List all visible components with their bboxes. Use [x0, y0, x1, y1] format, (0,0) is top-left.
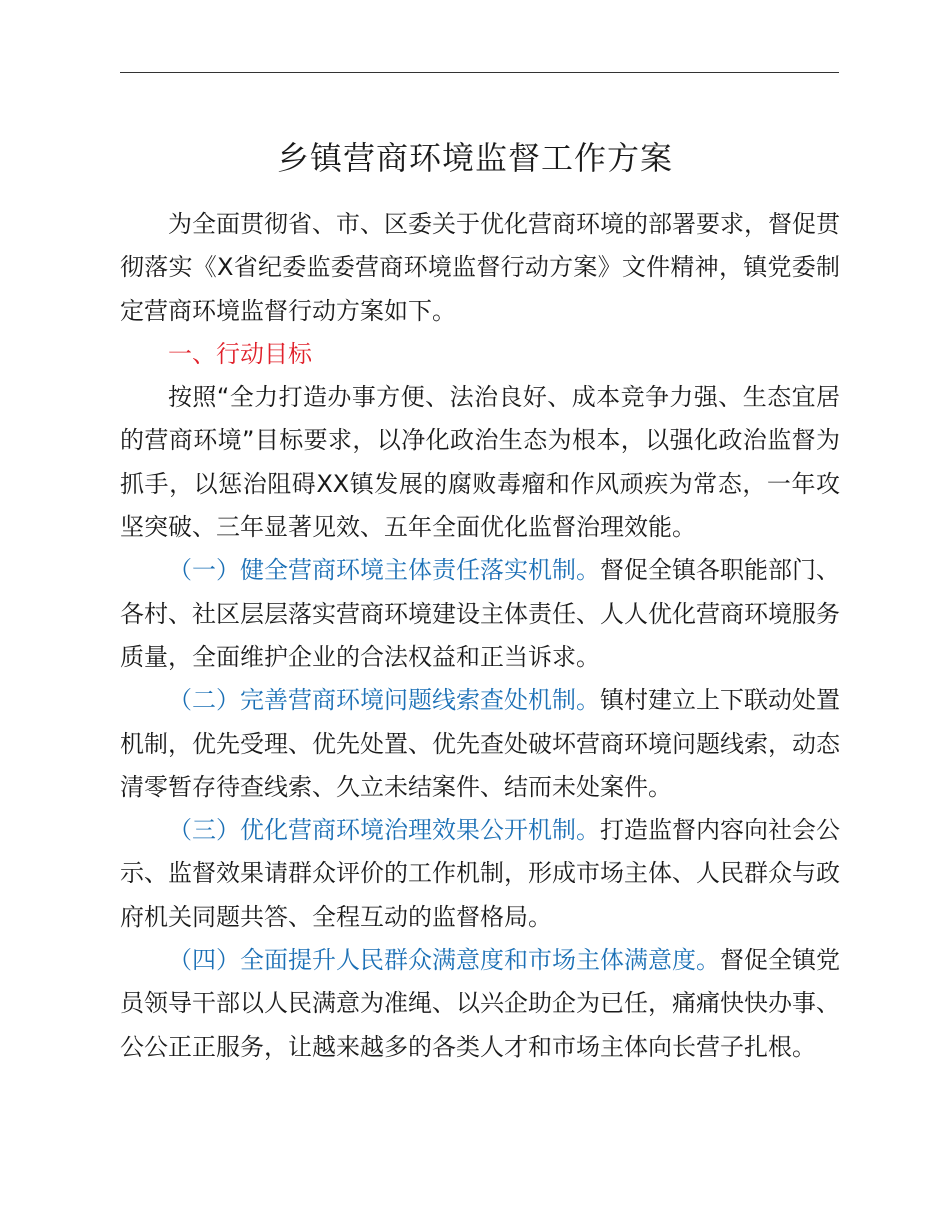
item-paragraph-2 [120, 679, 840, 809]
item-text-3: 打造监督内容向社会公示、监督效果请群众评价的工作机制，形成市场主体、人民群众与政府机关同题共答、全程互动的监督格局。 [120, 816, 840, 931]
section-paragraph: 按照“全力打造办事方便、法治良好、成本竞争力强、生态宜居的营商环境”目标要求，以净化政治生态为根本，以强化政治监督为抓手，以惩治阻碍XX镇发展的腐败毒瘤和作风顽疾为常态，一年攻坚突破、三年显著见效、五年全面优化监督治理效能。 [120, 383, 840, 542]
section-heading: 一、行动目标 [168, 339, 312, 368]
item-text-2: 镇村建立上下联动处置机制，优先受理、优先处置、优先查处破坏营商环境问题线索，动态清零暂存待查线索、久立未结案件、结而未处案件。 [120, 686, 840, 801]
item-text-4: 督促全镇党员领导干部以人民满意为准绳、以兴企助企为已任，痛痛快快办事、公公正正服务，让越来越多的各类人才和市场主体向长营子扎根。 [120, 946, 840, 1061]
item-paragraph-1 [120, 549, 840, 679]
item-paragraph-3 [120, 809, 840, 939]
document-title: 乡镇营商环境监督工作方案 [276, 139, 673, 177]
intro-paragraph: 为全面贯彻省、市、区委关于优化营商环境的部署要求，督促贯彻落实《X省纪委监委营商环境监督行动方案》文件精神，镇党委制定营商环境监督行动方案如下。 [120, 210, 840, 325]
document-body [120, 203, 840, 1069]
header-rule [120, 72, 839, 73]
item-heading-4: （四）全面提升人民群众满意度和市场主体满意度。 [168, 946, 720, 975]
item-paragraph-4 [120, 939, 840, 1069]
item-text-1: 督促全镇各职能部门、各村、社区层层落实营商环境建设主体责任、人人优化营商环境服务质量，全面维护企业的合法权益和正当诉求。 [120, 556, 840, 671]
item-heading-2: （二）完善营商环境问题线索查处机制。 [168, 686, 600, 715]
item-heading-1: （一）健全营商环境主体责任落实机制。 [168, 556, 600, 585]
item-heading-3: （三）优化营商环境治理效果公开机制。 [168, 816, 600, 845]
